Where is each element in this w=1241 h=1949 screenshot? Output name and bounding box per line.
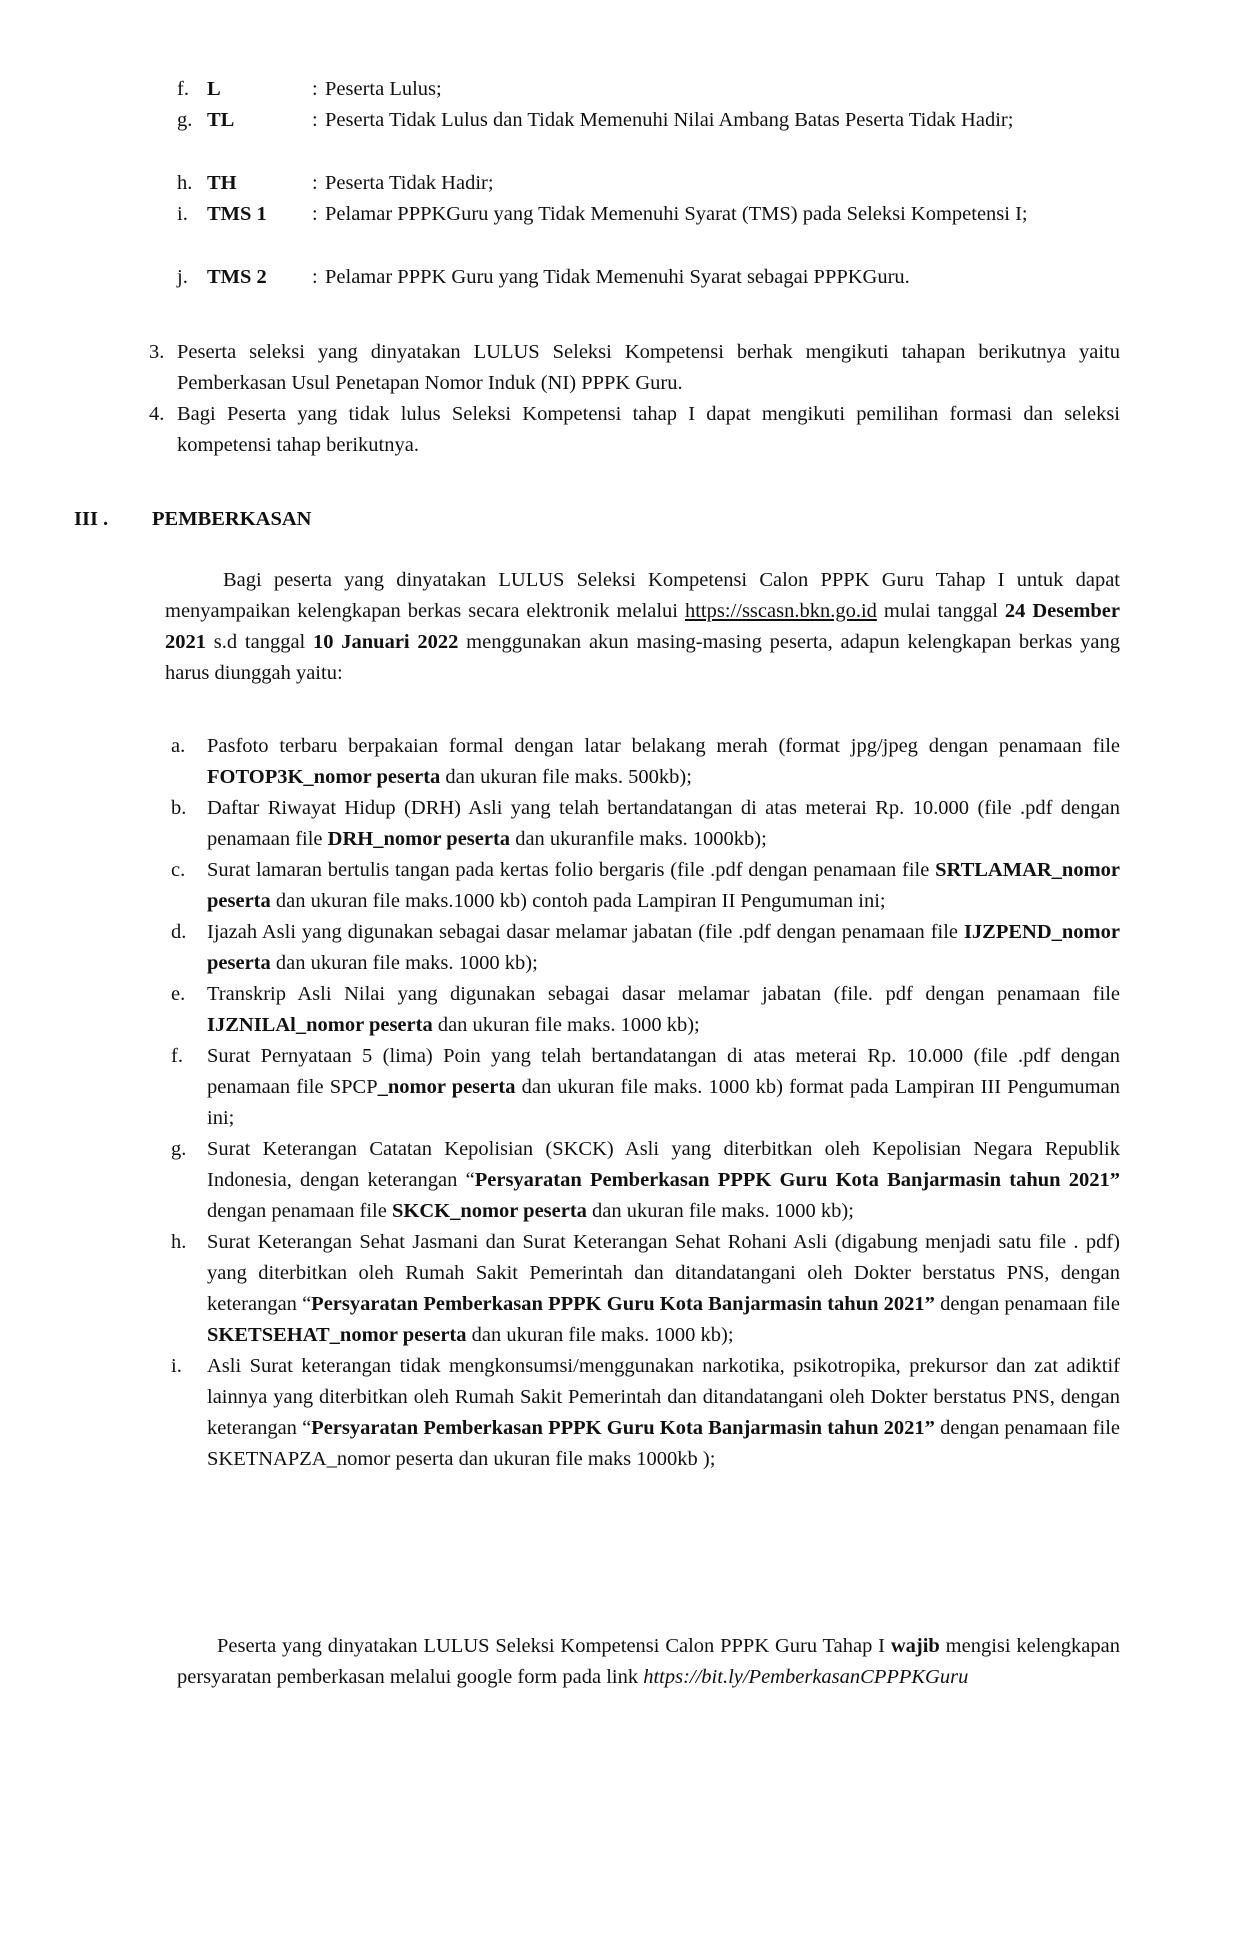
status-code: TL (207, 109, 235, 131)
text-segment: mulai tanggal (876, 600, 1005, 622)
item-letter: e. (171, 983, 186, 1005)
text-segment: SKCK_nomor peserta (391, 1200, 587, 1222)
text-segment: SRTLAMAR_nomor peserta (207, 859, 1120, 912)
text-segment: Persyaratan Pemberkasan PPPK Guru Kota Banjarmasin tahun 2021” (311, 1293, 935, 1315)
section-title: PEMBERKASAN (152, 508, 312, 530)
text-segment: dengan penamaan file SKETNAPZA_nomor peserta dan ukuran file maks 1000kb ); (207, 1417, 1120, 1470)
text-segment: Surat Pernyataan 5 (lima) Poin yang telah bertandatangan di atas meterai Rp. 10.000 (file .pdf dengan penamaan file SPCP (207, 1045, 1120, 1098)
text-segment: menggunakan akun masing-masing peserta, adapun kelengkapan berkas yang harus diunggah yaitu: (165, 631, 1120, 684)
file-requirement-item (171, 855, 1120, 917)
text-segment: Persyaratan Pemberkasan PPPK Guru Kota Banjarmasin tahun 2021” (311, 1417, 935, 1439)
text-segment: IJZNILAl_nomor peserta (207, 1014, 433, 1036)
file-requirement-item (171, 793, 1120, 855)
text-segment: dengan penamaan file (207, 1200, 392, 1222)
text-segment: Peserta yang dinyatakan LULUS Seleksi Kompetensi Calon PPPK Guru Tahap I (217, 1635, 891, 1657)
text-segment: Surat Keterangan Catatan Kepolisian (SKCK) Asli yang diterbitkan oleh Kepolisian Negara Republik Indonesia, dengan keterangan “ (207, 1138, 1120, 1191)
status-code-item (177, 168, 1120, 199)
item-letter: i. (171, 1355, 182, 1377)
status-code-item (177, 262, 1120, 293)
colon: : (312, 109, 318, 131)
text-segment: mengisi kelengkapan persyaratan pemberkasan melalui google form pada link (177, 1635, 1120, 1688)
text-segment: Transkrip Asli Nilai yang digunakan sebagai dasar melamar jabatan (file. pdf dengan penamaan file (207, 983, 1120, 1005)
file-requirement-item (171, 1351, 1120, 1475)
item-letter: a. (171, 735, 186, 757)
numbered-item-3 (149, 337, 1120, 399)
status-description: Peserta Lulus; (325, 78, 442, 100)
file-requirement-item (171, 731, 1120, 793)
item-letter: i. (177, 203, 188, 225)
file-requirement-item (171, 979, 1120, 1041)
text-segment: IJZPEND_nomor peserta (207, 921, 1120, 974)
status-code: TH (207, 172, 237, 194)
colon: : (312, 172, 318, 194)
colon: : (312, 78, 318, 100)
text-segment: dan ukuran file maks. 1000 kb) format pada Lampiran III Pengumuman ini; (207, 1076, 1120, 1129)
file-requirement-item (171, 1227, 1120, 1351)
status-description: Pelamar PPPKGuru yang Tidak Memenuhi Syarat (TMS) pada Seleksi Kompetensi I; (325, 203, 1028, 225)
item-number: 4. (149, 403, 165, 425)
text-segment: dan ukuran file maks. 1000 kb); (432, 1014, 700, 1036)
item-letter: j. (177, 266, 188, 288)
numbered-list (149, 337, 1120, 461)
text-segment: 24 Desember 2021 (165, 600, 1121, 653)
text-segment: dengan penamaan file (934, 1293, 1120, 1315)
colon: : (312, 203, 318, 225)
colon: : (312, 266, 318, 288)
text-segment: Daftar Riwayat Hidup (DRH) Asli yang telah bertandatangan di atas meterai Rp. 10.000 (file .pdf dengan penamaan file (207, 797, 1120, 850)
file-requirements-list (171, 731, 1120, 1475)
item-letter: f. (177, 78, 189, 100)
text-segment: SKETSEHAT_nomor peserta (207, 1324, 467, 1346)
text-segment: Pasfoto terbaru berpakaian formal dengan latar belakang merah (format jpg/jpeg dengan penamaan file (207, 735, 1120, 757)
text-segment: wajib (890, 1635, 940, 1657)
text-segment: Surat lamaran bertulis tangan pada kertas folio bergaris (file .pdf dengan penamaan file (207, 859, 936, 881)
text-segment: _nomor peserta (377, 1076, 516, 1098)
status-code: L (207, 78, 221, 100)
item-number: 3. (149, 341, 165, 363)
closing-paragraph (177, 1631, 1120, 1693)
item-letter: d. (171, 921, 187, 943)
file-requirement-item (171, 917, 1120, 979)
text-segment: dan ukuran file maks. 1000 kb); (586, 1200, 854, 1222)
text-segment: dan ukuran file maks. 500kb); (440, 766, 692, 788)
status-code-item (177, 105, 1120, 136)
item-letter: g. (177, 109, 193, 131)
item-letter: c. (171, 859, 186, 881)
text-segment: Asli Surat keterangan tidak mengkonsumsi/menggunakan narkotika, psikotropika, prekursor dan zat adiktif lainnya yang diterbitkan oleh Rumah Sakit Pemerintah dan ditandatangani oleh Dokter berstatus PNS, dengan keterangan “ (207, 1355, 1120, 1439)
section-number: III . (74, 508, 109, 530)
file-requirement-item (171, 1041, 1120, 1134)
item-text: Bagi Peserta yang tidak lulus Seleksi Kompetensi tahap I dapat mengikuti pemilihan formasi dan seleksi kompetensi tahap berikutnya. (177, 403, 1120, 456)
text-segment: dan ukuran file maks. 1000 kb); (466, 1324, 734, 1346)
status-code: TMS 2 (207, 266, 267, 288)
text-segment: dan ukuran file maks. 1000 kb); (270, 952, 538, 974)
text-segment: 10 Januari 2022 (313, 631, 459, 653)
text-segment: DRH_nomor peserta (327, 828, 511, 850)
status-description: Pelamar PPPK Guru yang Tidak Memenuhi Syarat sebagai PPPKGuru. (325, 266, 910, 288)
link[interactable]: https://sscasn.bkn.go.id (684, 600, 877, 622)
file-requirement-item (171, 1134, 1120, 1227)
item-text: Peserta seleksi yang dinyatakan LULUS Seleksi Kompetensi berhak mengikuti tahapan berikutnya yaitu Pemberkasan Usul Penetapan Nomor Induk (NI) PPPK Guru. (177, 341, 1120, 394)
text-segment: Bagi peserta yang dinyatakan LULUS Seleksi Kompetensi Calon PPPK Guru Tahap I untuk dapat menyampaikan kelengkapan berkas secara elektronik melalui (165, 569, 1120, 622)
status-code-item (177, 74, 1120, 105)
text-segment: Persyaratan Pemberkasan PPPK Guru Kota Banjarmasin tahun 2021” (474, 1169, 1120, 1191)
item-letter: f. (171, 1045, 183, 1067)
numbered-item-4 (149, 399, 1120, 461)
text-segment: Surat Keterangan Sehat Jasmani dan Surat Keterangan Sehat Rohani Asli (digabung menjadi satu file . pdf) yang diterbitkan oleh Rumah Sakit Pemerintah dan ditandatangani oleh Dokter berstatus PNS, dengan keterangan “ (207, 1231, 1120, 1315)
item-letter: h. (177, 172, 193, 194)
text-segment: Ijazah Asli yang digunakan sebagai dasar melamar jabatan (file .pdf dengan penamaan file (207, 921, 964, 943)
text-segment: dan ukuran file maks.1000 kb) contoh pada Lampiran II Pengumuman ini; (270, 890, 886, 912)
status-description: Peserta Tidak Lulus dan Tidak Memenuhi Nilai Ambang Batas Peserta Tidak Hadir; (325, 109, 1014, 131)
item-letter: h. (171, 1231, 187, 1253)
intro-paragraph (165, 565, 1120, 689)
item-letter: b. (171, 797, 187, 819)
text-segment: s.d tanggal (206, 631, 314, 653)
status-description: Peserta Tidak Hadir; (325, 172, 494, 194)
text-segment: dan ukuranfile maks. 1000kb); (510, 828, 767, 850)
item-letter: g. (171, 1138, 187, 1160)
status-code: TMS 1 (207, 203, 267, 225)
link[interactable]: https://bit.ly/PemberkasanCPPPKGuru (643, 1666, 969, 1688)
text-segment: FOTOP3K_nomor peserta (207, 766, 441, 788)
status-code-item (177, 199, 1120, 230)
